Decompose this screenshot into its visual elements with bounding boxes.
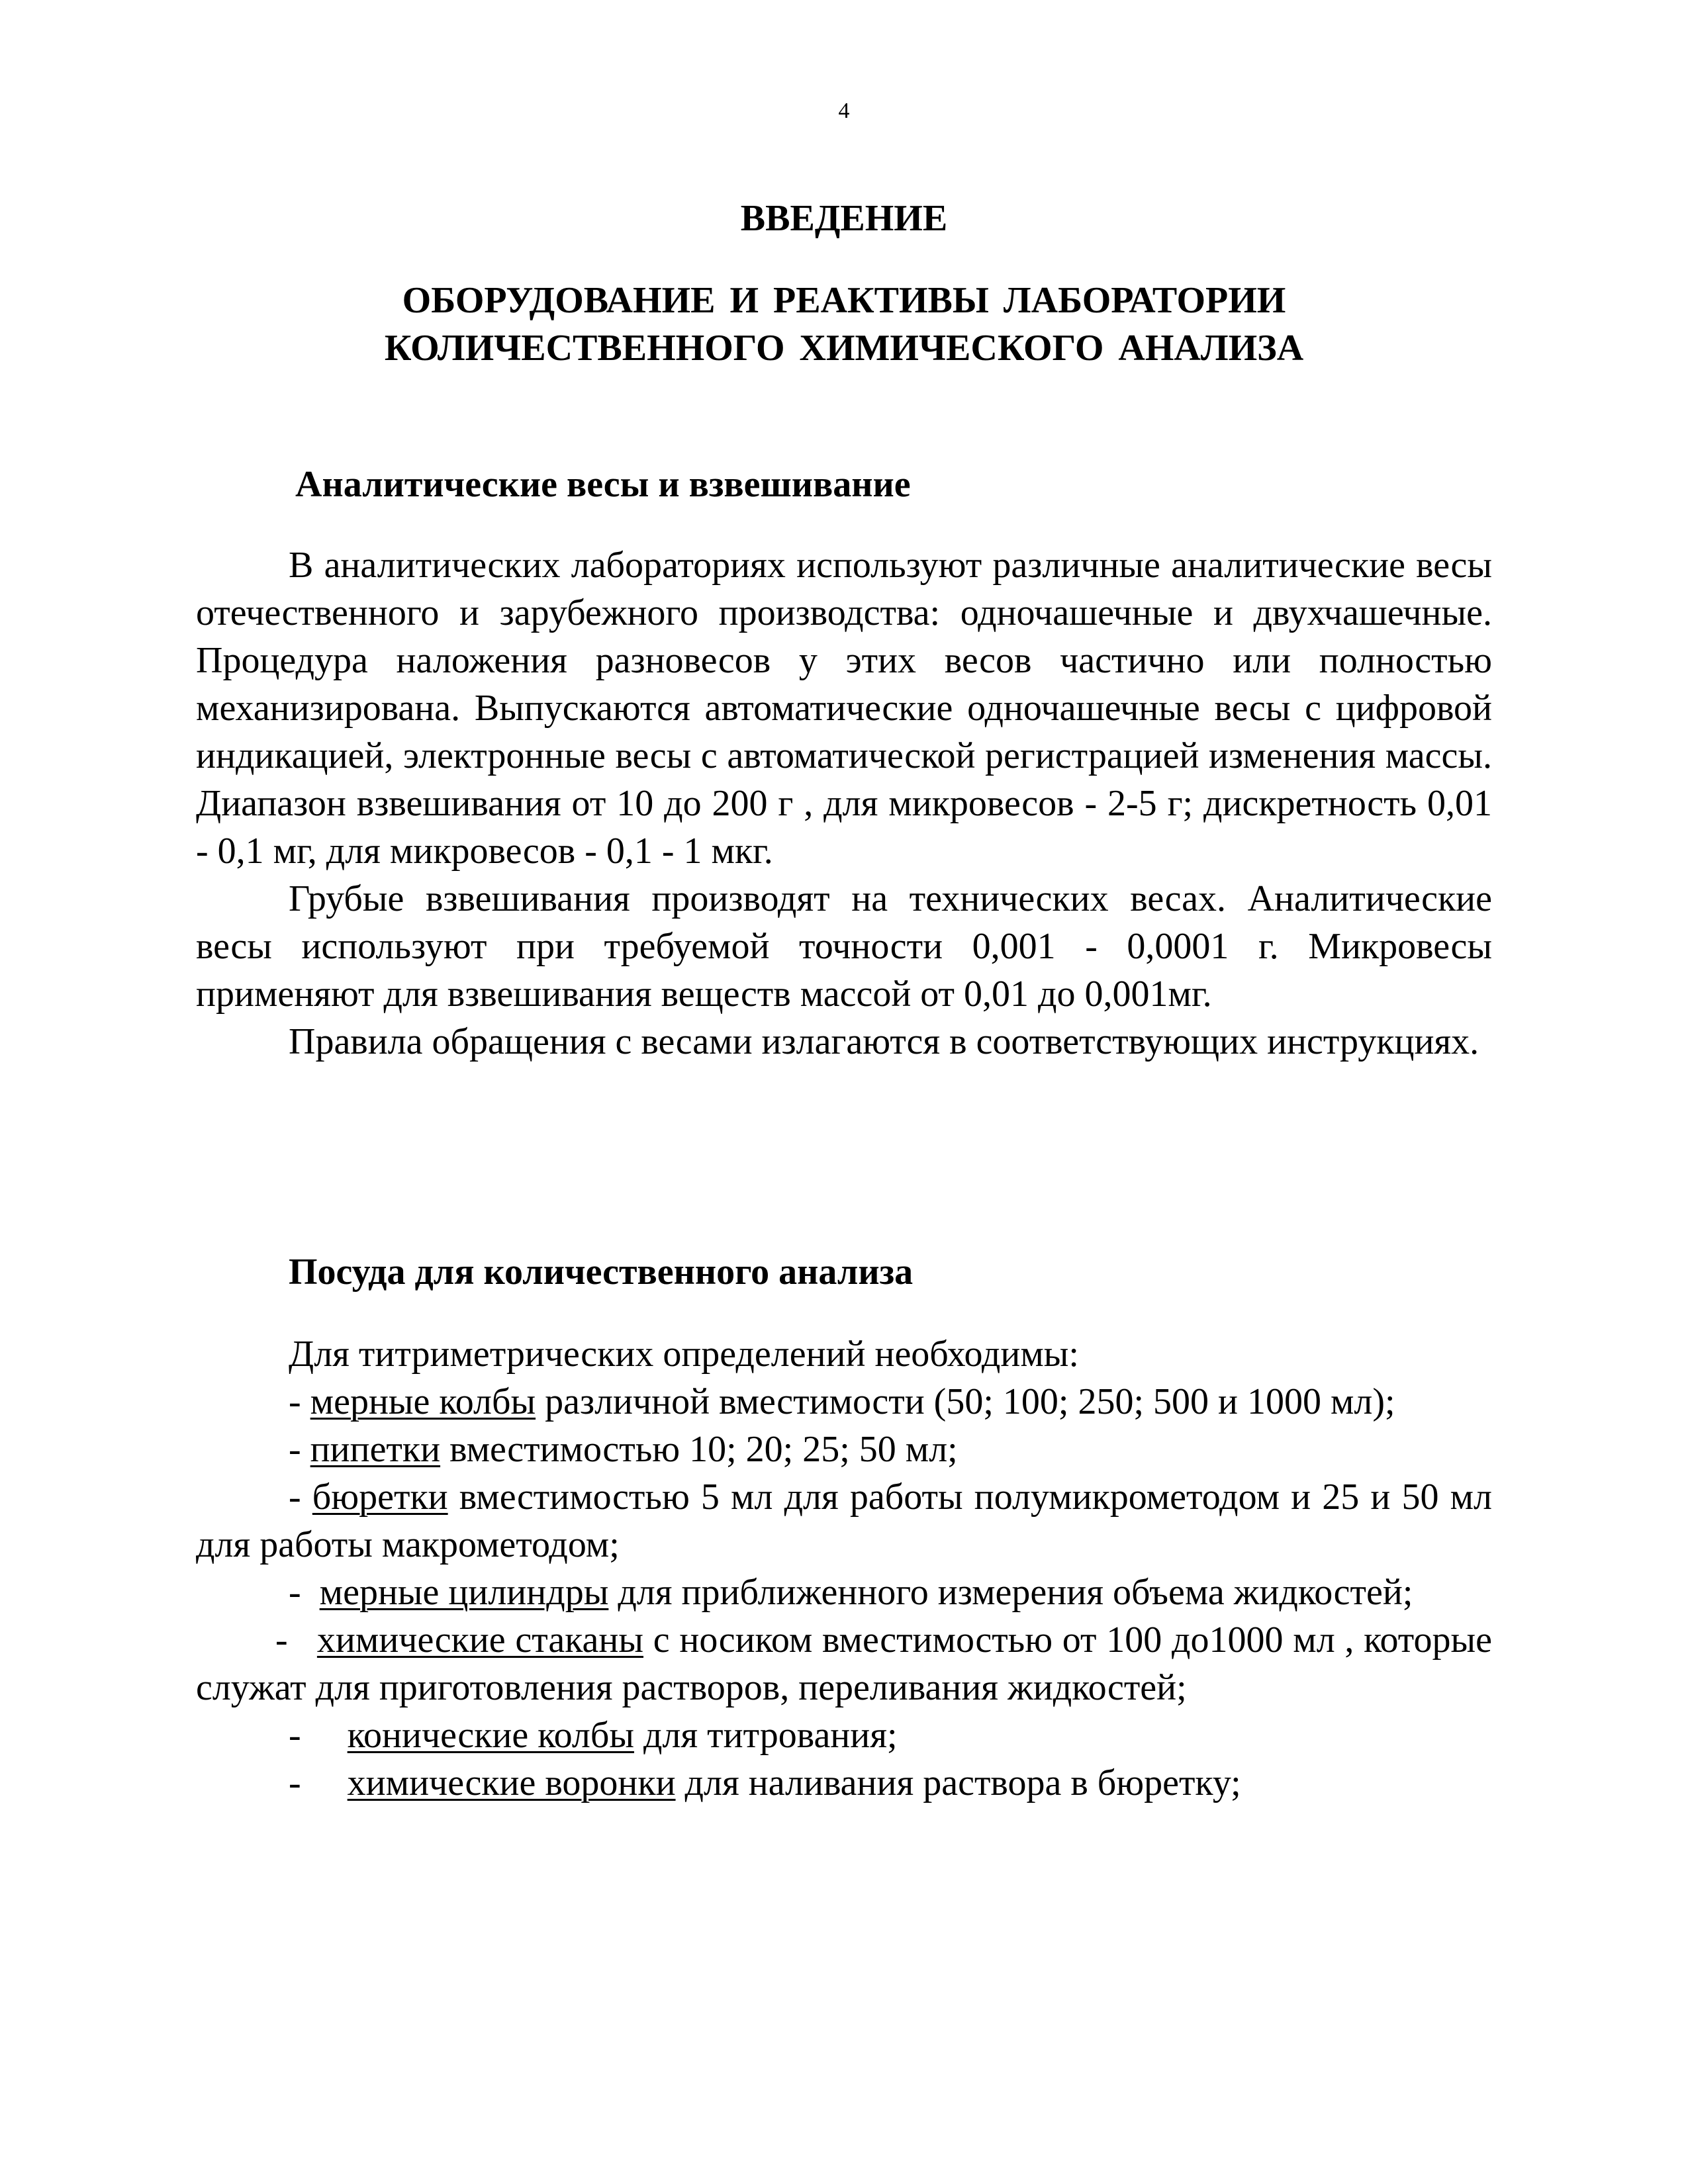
subtitle-line-1: ОБОРУДОВАНИЕ И РЕАКТИВЫ ЛАБОРАТОРИИ <box>402 280 1286 321</box>
paragraph: Правила обращения с весами излагаются в соответствующих инструкциях. <box>289 1021 1479 1062</box>
list-item <box>196 1426 1492 1473</box>
subtitle-line-2: КОЛИЧЕСТВЕННОГО ХИМИЧЕСКОГО АНАЛИЗА <box>384 328 1304 369</box>
item-text: для приближенного измерения объема жидкостей; <box>608 1572 1413 1613</box>
paragraph: Грубые взвешивания производят на технических весах. Аналитические весы используют при требуемой точности 0,001 - 0,0001 г. Микровесы применяют для взвешивания веществ массой от 0,01 до 0,001мг. <box>196 878 1492 1015</box>
item-term: пипетки <box>310 1429 441 1470</box>
item-prefix: - <box>289 1572 320 1613</box>
list-intro: Для титриметрических определений необходимы: <box>289 1334 1079 1375</box>
list-item <box>196 1569 1492 1616</box>
list-item <box>196 1711 1492 1759</box>
chapter-title: ВВЕДЕНИЕ <box>740 198 948 239</box>
paragraph: В аналитических лабораториях используют различные аналитические весы отечественного и зарубежного производства: одночашечные и двухчашечные. Процедура наложения разновесов у этих весов частично или полностью механизирована. Выпускаются автоматические одночашечные весы с цифровой индикацией, электронные весы с автоматической регистрацией изменения массы. Диапазон взвешивания от 10 до 200 г , для микровесов - 2-5 г; дискретность 0,01 - 0,1 мг, для микровесов - 0,1 - 1 мкг. <box>196 545 1492 872</box>
list-item <box>196 1473 1492 1569</box>
page-number: 4 <box>838 99 850 123</box>
item-text: с носиком вместимостью от 100 до1000 мл , которые служат для приготовления растворов, переливания жидкостей; <box>196 1619 1492 1708</box>
item-term: химические стаканы <box>316 1619 644 1661</box>
item-prefix: - <box>289 1429 310 1470</box>
section-heading-balances: Аналитические весы и взвешивание <box>295 464 911 505</box>
item-text: вместимостью 5 мл для работы полумикрометодом и 25 и 50 мл для работы макрометодом; <box>196 1477 1493 1565</box>
item-prefix: - <box>289 1381 310 1422</box>
item-text: для титрования; <box>633 1715 898 1756</box>
section-glassware-body <box>196 1330 1492 1807</box>
item-prefix: - <box>275 1619 317 1661</box>
item-text: различной вместимости (50; 100; 250; 500 и 1000 мл); <box>536 1381 1395 1422</box>
list-item <box>196 1759 1492 1807</box>
chapter-subtitle <box>0 277 1688 372</box>
section-balances-body <box>196 541 1492 1066</box>
item-term: мерные колбы <box>310 1381 536 1422</box>
section-heading-glassware: Посуда для количественного анализа <box>289 1251 914 1293</box>
item-term: конические колбы <box>347 1715 634 1756</box>
item-prefix: - <box>289 1477 312 1518</box>
item-text: вместимостью 10; 20; 25; 50 мл; <box>440 1429 958 1470</box>
list-item <box>196 1378 1492 1426</box>
list-item <box>196 1616 1492 1711</box>
item-term: бюретки <box>312 1477 448 1518</box>
item-text: для наливания раствора в бюретку; <box>675 1762 1241 1803</box>
item-term: мерные цилиндры <box>319 1572 609 1613</box>
item-prefix: - <box>289 1762 348 1803</box>
item-term: химические воронки <box>347 1762 676 1803</box>
item-prefix: - <box>289 1715 348 1756</box>
